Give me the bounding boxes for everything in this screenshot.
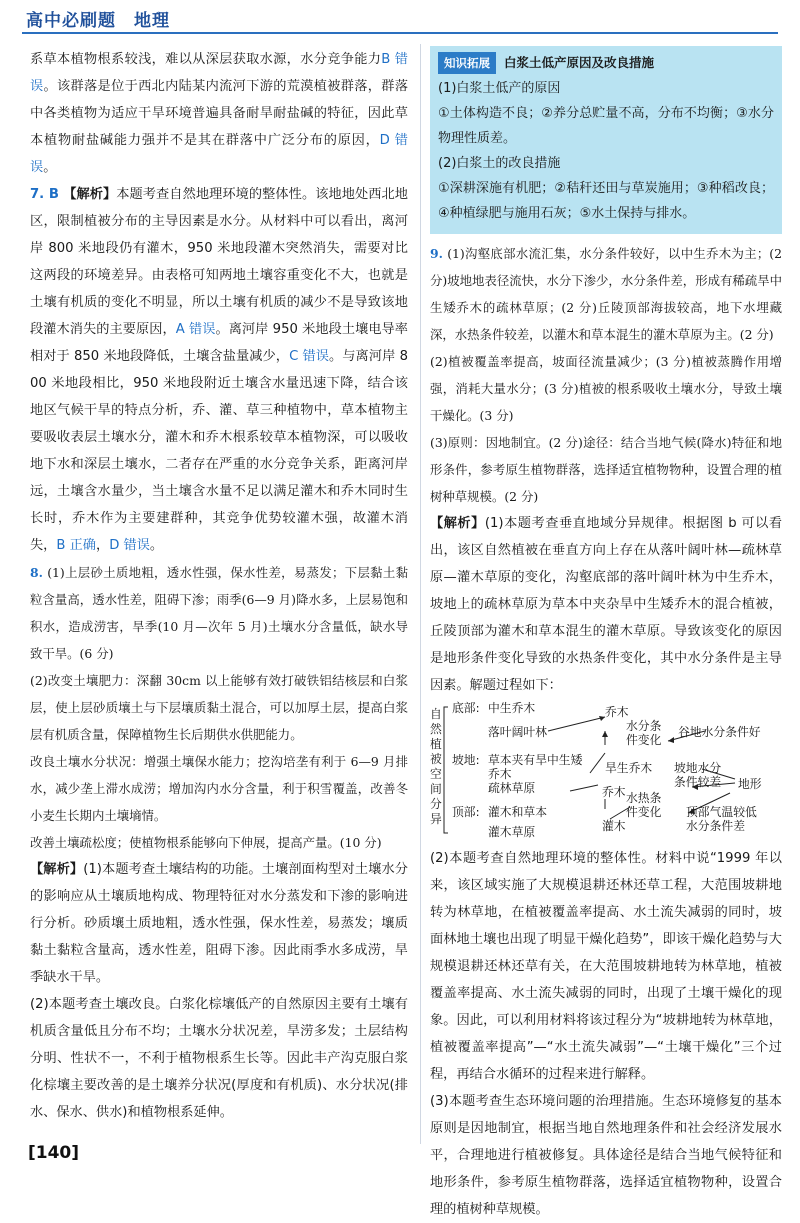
- diagram-node: 地形: [738, 777, 762, 791]
- text-run: ，: [96, 538, 110, 553]
- left-column: [30, 46, 408, 1126]
- question-number: 7. B: [30, 187, 59, 202]
- arrow-line: [590, 753, 605, 773]
- question-number: 8.: [30, 565, 43, 580]
- arrow-head: [602, 731, 608, 737]
- analysis-tag: 【解析】: [63, 187, 117, 202]
- knowledge-line: ①深耕深施有机肥；②秸秆还田与草炭施用；③种稻改良；④种植绿肥与施用石灰；⑤水土保持与排水。: [438, 181, 774, 221]
- book-title: 高中必刷题 地理: [26, 11, 170, 31]
- answer-mark: D 错误: [30, 133, 408, 175]
- diagram-node: 坡地水分: [674, 761, 722, 775]
- diagram-node: 乔木: [605, 705, 629, 719]
- diagram-node: 谷地水分条件好: [678, 725, 761, 739]
- diagram-node: 条件较差: [674, 775, 722, 789]
- text-run: (1)沟壑底部水流汇集，水分条件较好，以中生乔木为主；(2 分)坡地地表径流快，水分下渗少，水分条件差，形成有稀疏旱中生矮乔木的疏林草原；(2 分)丘陵顶部海拔较高，地下水埋藏深，水热条件较差，以灌木和草本混生的灌木草原为主。(2 分): [430, 246, 782, 342]
- diagram-node: 草本夹有旱中生矮: [488, 753, 583, 767]
- diagram-node: 水分条件差: [686, 819, 745, 833]
- q9-answer-part2: (2)植被覆盖率提高，坡面径流量减少；(3 分)植被蒸腾作用增强，消耗大量水分；(3 分)植被的根系吸收土壤水分，导致土壤干燥化。(3 分): [430, 354, 782, 423]
- q9-analysis-3: (3)本题考查生态环境问题的治理措施。生态环境修复的基本原则是因地制宜，根据当地自然地理条件和社会经济发展水平，合理地进行植被修复。具体途径是结合当地气候特征和地形条件，参考原生植物群落，选择适宜植物物种，设置合理的植树种草规模。: [430, 1094, 782, 1217]
- diagram-node: 乔木: [488, 767, 512, 781]
- knowledge-line: (2)白浆土的改良措施: [438, 156, 561, 171]
- diagram-node: 疏林草原: [488, 781, 536, 795]
- diagram-node: 旱生乔木: [605, 761, 653, 775]
- diagram-node: 灌木和草本: [488, 805, 547, 819]
- analysis-tag: 【解析】: [30, 862, 84, 877]
- page-header: [0, 0, 800, 44]
- answer-mark: C 错误: [289, 349, 330, 364]
- q8-analysis-2: (2)本题考查土壤改良。白浆化棕壤低产的自然原因主要有土壤有机质含量低且分布不均；土壤水分状况差，旱涝多发；土层结构分明、性状不一，不利于植物根系生长等。因此丰产沟克服白浆化棕壤主要改善的是土壤养分状况(厚度和有机质)、水分状况(排水、保水、供水)和植物根系延伸。: [30, 997, 408, 1120]
- diagram-top-label: 顶部:: [452, 805, 480, 819]
- text-run: (1)上层砂土质地粗，透水性强，保水性差，易蒸发；下层黏土黏粒含量高，透水性差，阻碍下渗；雨季(6—9 月)降水多，上层易饱和积水，造成涝害，旱季(10 月—次年 5 月)土壤水分含量低，缺水导致干旱。(6 分): [30, 565, 408, 661]
- answer-mark: B 错误: [30, 52, 408, 94]
- column-divider: [420, 44, 421, 1144]
- arrow-line: [570, 785, 598, 791]
- arrow-head: [668, 737, 674, 743]
- q9-answer-part1: [430, 240, 782, 348]
- diagram-node: 中生乔木: [488, 701, 536, 715]
- right-column: [430, 46, 782, 1223]
- q6-continuation: [30, 46, 408, 181]
- diagram-node: 水分条: [626, 719, 662, 733]
- diagram-node: 件变化: [626, 805, 662, 819]
- text-run: 系草本植物根系较浅，难以从深层获取水源，水分竞争能力: [30, 52, 382, 67]
- text-run: (1)本题考查垂直地域分异规律。根据图 b 可以看出，该区自然植被在垂直方向上存在从落叶阔叶林—疏林草原—灌木草原的变化，沟壑底部的落叶阔叶林为中生乔木，坡地上的疏林草原为草本中夹杂旱中生矮乔木的混合植被，丘陵顶部为灌木和草本混生的灌木草原。导致该变化的原因是地形条件变化导致的水热条件变化，其中水分条件是主导因素。解题过程如下：: [430, 516, 783, 693]
- question-number: 9.: [430, 246, 443, 261]
- q8-answer-part4: 改善土壤疏松度；使植物根系能够向下伸展，提高产量。(10 分): [30, 835, 382, 850]
- q9-answer-part3: (3)原则：因地制宜。(2 分)途径：结合当地气候(降水)特征和地形条件，参考原生植物群落，选择适宜植物物种，设置合理的植树种草规模。(2 分): [430, 435, 782, 504]
- diagram-bottom-label: 底部:: [452, 701, 480, 715]
- diagram-node: 顶部气温较低: [686, 805, 757, 819]
- page-number: [140]: [28, 1143, 80, 1163]
- text-run: 本题考查自然地理环境的整体性。该地地处西北地区，限制植被分布的主导因素是水分。从材料中可以看出，离河岸 800 米地段仍有灌木，950 米地段灌木突然消失，需要对比这两段的环境差异。由表格可知两地土壤容重变化不大，也就是土壤有机质的变化不明显，所以土壤有机质的减少不是导致该地段灌木消失的主要原因，: [30, 187, 408, 337]
- bracket-line: [444, 707, 448, 833]
- diagram-slope-label: 坡地:: [452, 753, 480, 767]
- knowledge-line: (1)白浆土低产的原因: [438, 81, 561, 96]
- arrow-line: [548, 717, 605, 731]
- text-run: 。该群落是位于西北内陆某内流河下游的荒漠植被群落，群落中各类植物为适应干旱环境普遍具备耐旱耐盐碱的特征，因此草本植物耐盐碱能力强并不是其在群落中广泛分布的原因，: [30, 79, 409, 148]
- text-run: 。离河岸 950 米地段土壤电导率相对于 850 米地段降低，土壤含盐量减少，: [30, 322, 408, 364]
- text-run: 。: [43, 160, 57, 175]
- q8-answer-part3: 改良土壤水分状况：增强土壤保水能力；挖沟培垄有利于 6—9 月排水，减少垄上滞水成涝；增加沟内水分含量，利于积雪覆盖，改善冬小麦生长期内土壤墒情。: [30, 754, 408, 823]
- answer-mark: A 错误: [175, 322, 216, 337]
- knowledge-box-header: [438, 52, 774, 74]
- q8-answer-part1: [30, 559, 408, 667]
- answer-mark: D 错误: [109, 538, 150, 553]
- q8-analysis-1: [30, 856, 408, 991]
- q7-answer: [30, 181, 408, 559]
- text-run: (1)本题考查土壤结构的功能。土壤剖面构型对土壤水分的影响应从土壤质地构成、物理特征对水分蒸发和下渗的影响进行分析。砂质壤土质地粗，透水性强，保水性差，易蒸发；壤质黏土黏粒含量高，透水性差，阻碍下渗。因此雨季水多成涝，旱季缺水干旱。: [30, 862, 408, 985]
- diagram-node: 落叶阔叶林: [488, 725, 547, 739]
- vegetation-diagram: [430, 701, 782, 841]
- analysis-tag: 【解析】: [430, 516, 485, 531]
- knowledge-title: 白浆土低产原因及改良措施: [504, 55, 655, 70]
- q8-answer-part2: (2)改变土壤肥力：深翻 30cm 以上能够有效打破铁铝结核层和白浆层，使上层砂质壤土与下层壤质黏土混合，可以加厚土层，提高白浆层有机质含量，保障植物生长后期供水供肥能力。: [30, 673, 408, 742]
- knowledge-badge: 知识拓展: [438, 52, 496, 74]
- header-rule: [22, 32, 778, 34]
- q9-analysis-1: [430, 510, 782, 699]
- knowledge-box: [430, 46, 782, 234]
- q9-analysis-2: (2)本题考查自然地理环境的整体性。材料中说“1999 年以来，该区域实施了大规模退耕还林还草工程，大范围坡耕地转为林草地，在植被覆盖率提高、水土流失减弱的同时，坡面林地土壤也出现了明显干燥化趋势”，即该干燥化趋势与大规模退耕还林还草有关，在大范围坡耕地转为林草地，植被覆盖率提高、水土流失减弱的同时，出现了土壤干燥化的现象。因此，可以利用材料将该过程分为“坡耕地转为林草地，植被覆盖率提高”—“水土流失减弱”—“土壤干燥化”三个过程，再结合水循环的过程来进行解释。: [430, 851, 782, 1082]
- diagram-node: 灌木: [602, 819, 626, 833]
- knowledge-line: ①土体构造不良；②养分总贮量不高，分布不均衡；③水分物理性质差。: [438, 106, 774, 146]
- diagram-node: 灌木草原: [488, 825, 536, 839]
- answer-mark: B 正确: [56, 538, 96, 553]
- diagram-node: 水热条: [626, 791, 662, 805]
- diagram-node: 件变化: [626, 733, 662, 747]
- diagram-node: 乔木: [602, 785, 626, 799]
- diagram-vertical-label: 自然植被空间分异: [430, 707, 442, 826]
- text-run: 。: [149, 538, 164, 553]
- text-run: 。与离河岸 800 米地段相比，950 米地段附近土壤含水量迅速下降，结合该地区气候干旱的特点分析，乔、灌、草三种植物中，草本植物主要吸收表层土壤水分，灌木和乔木根系较草本植物深，可以吸收地下水和深层土壤水，二者存在严重的水分竞争关系，距离河岸远，土壤含水量少，当土壤含水量不足以满足灌木和乔木同时生长时，乔木作为主要建群种，其竞争优势较灌木强，故灌木消失，: [30, 349, 408, 553]
